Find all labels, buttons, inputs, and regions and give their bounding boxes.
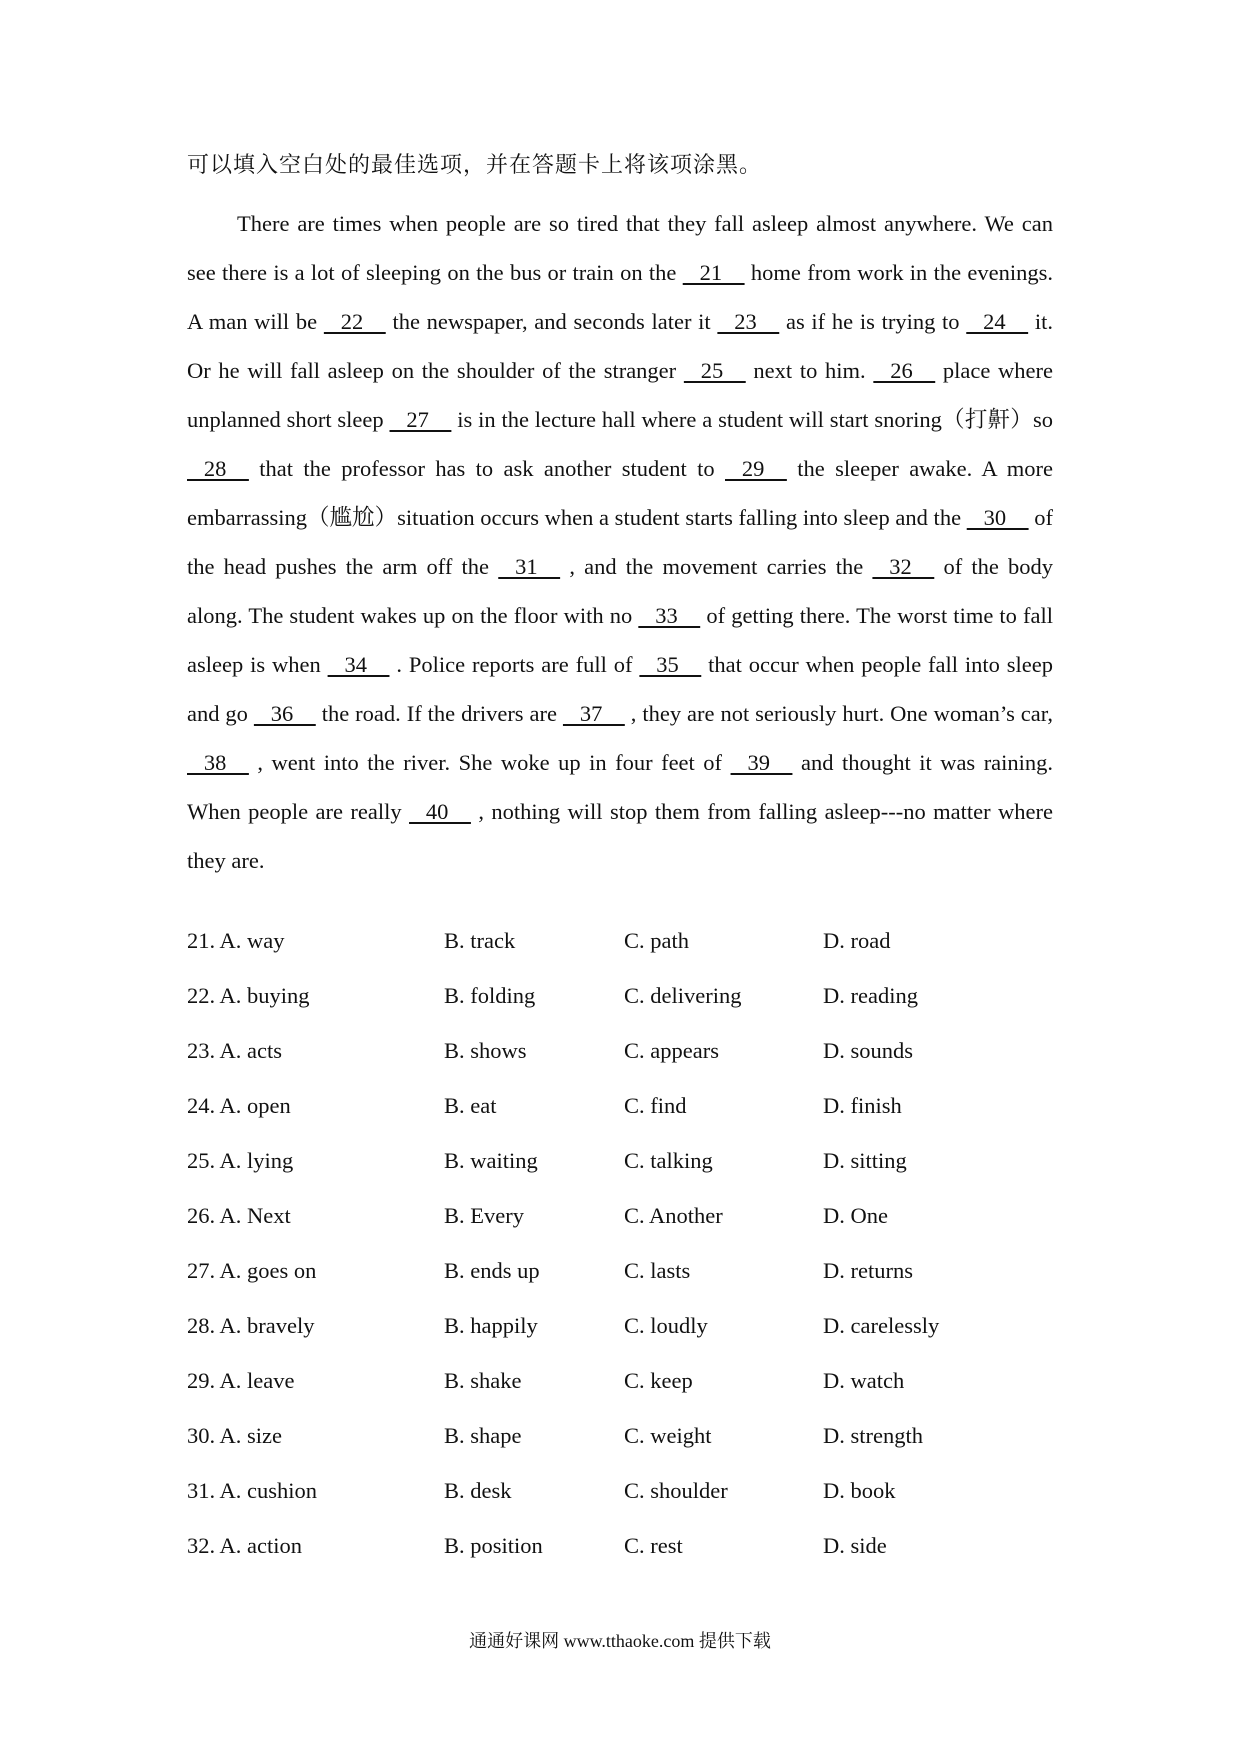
option-a: 32. A. action bbox=[187, 1533, 302, 1558]
option-b: B. shape bbox=[444, 1423, 522, 1448]
passage-text: , nothing will stop them from falling asleep---no matter where they are. bbox=[187, 799, 1054, 873]
option-a: 25. A. lying bbox=[187, 1148, 294, 1173]
passage-text: the newspaper, and seconds later it bbox=[392, 309, 711, 334]
passage-text: that occur when people fall into sleep and go bbox=[187, 652, 1054, 726]
passage-text: . Police reports are full of bbox=[396, 652, 633, 677]
option-b: B. desk bbox=[444, 1478, 512, 1503]
option-b: B. happily bbox=[444, 1313, 538, 1338]
passage-text: that the professor has to ask another student to bbox=[259, 456, 715, 481]
blank-39: 39 bbox=[730, 750, 793, 775]
blank-23: 23 bbox=[717, 309, 780, 334]
cloze-passage bbox=[187, 199, 1053, 885]
question-row bbox=[187, 1148, 1053, 1203]
option-a: 24. A. open bbox=[187, 1093, 291, 1118]
question-row bbox=[187, 1038, 1053, 1093]
blank-35: 35 bbox=[639, 652, 702, 677]
option-a: 22. A. buying bbox=[187, 983, 310, 1008]
option-b: B. eat bbox=[444, 1093, 497, 1118]
blank-22: 22 bbox=[323, 309, 386, 334]
blank-28: 28 bbox=[187, 456, 249, 481]
instruction-text: 可以填入空白处的最佳选项，并在答题卡上将该项涂黑。 bbox=[187, 152, 763, 177]
option-a: 29. A. leave bbox=[187, 1368, 295, 1393]
option-c: C. appears bbox=[624, 1038, 719, 1063]
option-d: D. watch bbox=[823, 1368, 905, 1393]
passage-text: of getting there. The worst time to fall asleep is when bbox=[187, 603, 1054, 677]
blank-27: 27 bbox=[389, 407, 452, 432]
blank-30: 30 bbox=[966, 505, 1029, 530]
passage-text: place where unplanned short sleep bbox=[187, 358, 1054, 432]
answer-options bbox=[187, 928, 1053, 1588]
option-c: C. shoulder bbox=[624, 1478, 728, 1503]
option-b: B. ends up bbox=[444, 1258, 540, 1283]
option-b: B. shake bbox=[444, 1368, 522, 1393]
option-d: D. side bbox=[823, 1533, 887, 1558]
option-d: D. sounds bbox=[823, 1038, 914, 1063]
option-b: B. shows bbox=[444, 1038, 527, 1063]
passage-text: as if he is trying to bbox=[785, 309, 960, 334]
option-d: D. strength bbox=[823, 1423, 923, 1448]
passage-text: , they are not seriously hurt. One woman’s car, bbox=[630, 701, 1053, 726]
blank-31: 31 bbox=[498, 554, 561, 579]
option-d: D. One bbox=[823, 1203, 888, 1228]
passage-text: of the head pushes the arm off the bbox=[187, 505, 1053, 579]
option-b: B. waiting bbox=[444, 1148, 538, 1173]
passage-text: and thought it was raining. When people are really bbox=[187, 750, 1054, 824]
option-a: 27. A. goes on bbox=[187, 1258, 317, 1283]
blank-38: 38 bbox=[187, 750, 249, 775]
option-d: D. sitting bbox=[823, 1148, 907, 1173]
blank-33: 33 bbox=[638, 603, 701, 628]
passage-text: of the body along. The student wakes up on the floor with no bbox=[187, 554, 1054, 628]
option-b: B. position bbox=[444, 1533, 543, 1558]
option-d: D. book bbox=[823, 1478, 896, 1503]
question-row bbox=[187, 1423, 1053, 1478]
option-a: 30. A. size bbox=[187, 1423, 282, 1448]
passage-text: next to him. bbox=[753, 358, 866, 383]
question-row bbox=[187, 928, 1053, 983]
blank-26: 26 bbox=[873, 358, 936, 383]
footer-credit: 通通好课网 www.tthaoke.com 提供下载 bbox=[469, 1631, 771, 1651]
question-row bbox=[187, 1533, 1053, 1588]
option-a: 28. A. bravely bbox=[187, 1313, 315, 1338]
option-d: D. carelessly bbox=[823, 1313, 940, 1338]
option-c: C. rest bbox=[624, 1533, 683, 1558]
blank-37: 37 bbox=[562, 701, 625, 726]
question-row bbox=[187, 1093, 1053, 1148]
option-b: B. track bbox=[444, 928, 516, 953]
blank-40: 40 bbox=[409, 799, 471, 824]
question-row bbox=[187, 1313, 1053, 1368]
option-b: B. folding bbox=[444, 983, 536, 1008]
blank-21: 21 bbox=[682, 260, 745, 285]
question-row bbox=[187, 1368, 1053, 1423]
passage-text: is in the lecture hall where a student will start snoring（打鼾）so bbox=[457, 407, 1054, 432]
option-c: C. delivering bbox=[624, 983, 742, 1008]
passage-text: , went into the river. She woke up in four feet of bbox=[257, 750, 723, 775]
option-c: C. weight bbox=[624, 1423, 712, 1448]
passage-text: the sleeper awake. A more embarrassing（尴尬）situation occurs when a student starts falling into sleep and the bbox=[187, 456, 1054, 530]
option-d: D. returns bbox=[823, 1258, 913, 1283]
blank-34: 34 bbox=[327, 652, 390, 677]
passage-text: There are times when people are so tired that they fall asleep almost anywhere. We can see there is a lot of sleeping on the bus or train on the bbox=[187, 211, 1053, 285]
option-d: D. reading bbox=[823, 983, 918, 1008]
option-c: C. loudly bbox=[624, 1313, 708, 1338]
option-a: 23. A. acts bbox=[187, 1038, 282, 1063]
blank-36: 36 bbox=[253, 701, 316, 726]
option-d: D. finish bbox=[823, 1093, 902, 1118]
blank-32: 32 bbox=[872, 554, 935, 579]
option-a: 31. A. cushion bbox=[187, 1478, 318, 1503]
option-b: B. Every bbox=[444, 1203, 524, 1228]
passage-text: , and the movement carries the bbox=[569, 554, 864, 579]
question-row bbox=[187, 983, 1053, 1038]
question-row bbox=[187, 1203, 1053, 1258]
option-c: C. Another bbox=[624, 1203, 723, 1228]
option-c: C. find bbox=[624, 1093, 687, 1118]
option-c: C. talking bbox=[624, 1148, 713, 1173]
option-c: C. lasts bbox=[624, 1258, 691, 1283]
question-row bbox=[187, 1258, 1053, 1313]
passage-text: the road. If the drivers are bbox=[321, 701, 557, 726]
option-d: D. road bbox=[823, 928, 891, 953]
option-c: C. keep bbox=[624, 1368, 693, 1393]
option-c: C. path bbox=[624, 928, 689, 953]
question-row bbox=[187, 1478, 1053, 1533]
passage-text: home from work in the evenings. A man will be bbox=[187, 260, 1054, 334]
blank-29: 29 bbox=[725, 456, 787, 481]
passage-text: it. Or he will fall asleep on the shoulder of the stranger bbox=[187, 309, 1053, 383]
blank-25: 25 bbox=[683, 358, 746, 383]
blank-24: 24 bbox=[966, 309, 1029, 334]
option-a: 21. A. way bbox=[187, 928, 285, 953]
option-a: 26. A. Next bbox=[187, 1203, 291, 1228]
